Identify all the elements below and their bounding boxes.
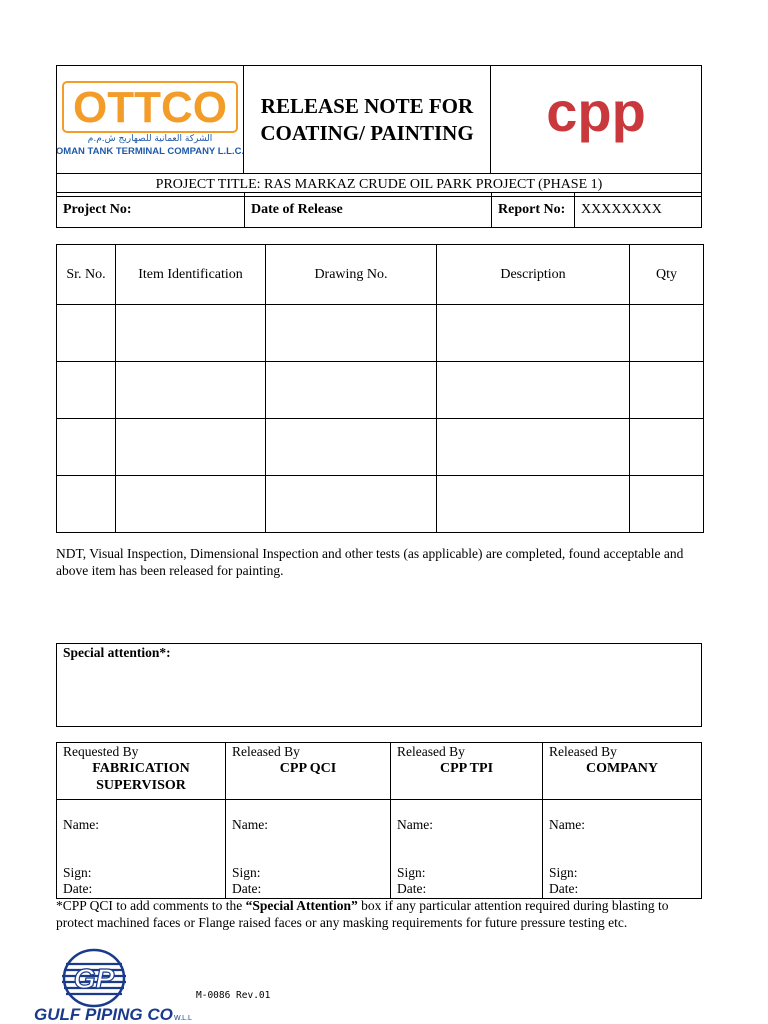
signature-block-cpp-tpi xyxy=(391,743,543,800)
col-qty: Qty xyxy=(630,245,704,305)
cell-description[interactable] xyxy=(437,362,630,419)
project-no-label: Project No: xyxy=(57,193,245,228)
ottco-logo xyxy=(57,66,243,168)
date-label: Date: xyxy=(232,881,262,896)
special-attention-box[interactable] xyxy=(56,643,702,727)
cell-description[interactable] xyxy=(437,419,630,476)
cell-qty[interactable] xyxy=(630,419,704,476)
name-label: Name: xyxy=(232,817,268,832)
cell-item-identification[interactable] xyxy=(116,476,266,533)
cell-item-identification[interactable] xyxy=(116,362,266,419)
gulf-piping-logo xyxy=(32,948,202,1024)
signature-heading: Requested By xyxy=(63,744,139,759)
cell-drawing-no[interactable] xyxy=(266,419,437,476)
date-label: Date: xyxy=(63,881,93,896)
ottco-logo-cell xyxy=(57,66,244,174)
signature-role: COMPANY xyxy=(585,761,659,776)
signature-block-company xyxy=(543,743,702,800)
signature-table xyxy=(56,742,702,899)
sign-label: Sign: xyxy=(63,865,92,880)
date-label: Date: xyxy=(397,881,427,896)
cpp-logo xyxy=(526,87,666,147)
header-table xyxy=(56,65,702,197)
signature-heading: Released By xyxy=(549,744,617,759)
project-title: PROJECT TITLE: RAS MARKAZ CRUDE OIL PARK PROJECT (PHASE 1) xyxy=(57,174,702,197)
cell-sr-no[interactable] xyxy=(57,419,116,476)
project-meta-row xyxy=(56,192,702,228)
signature-block-cpp-qci xyxy=(226,743,391,800)
sign-label: Sign: xyxy=(549,865,578,880)
signature-role: FABRICATION SUPERVISOR xyxy=(92,761,190,793)
name-label: Name: xyxy=(549,817,585,832)
cell-description[interactable] xyxy=(437,305,630,362)
items-table xyxy=(56,244,704,533)
svg-text:cpp: cpp xyxy=(546,87,646,143)
cell-sr-no[interactable] xyxy=(57,305,116,362)
ottco-english-text: OMAN TANK TERMINAL COMPANY L.L.C. xyxy=(57,146,243,157)
gulf-piping-logo-suffix: W.L.L xyxy=(174,1015,192,1022)
ottco-wordmark: OTTCO xyxy=(73,83,227,132)
signature-fields-company[interactable] xyxy=(543,800,702,899)
table-row xyxy=(57,362,704,419)
cell-qty[interactable] xyxy=(630,362,704,419)
signature-heading: Released By xyxy=(397,744,465,759)
cell-qty[interactable] xyxy=(630,476,704,533)
svg-text:GP: GP xyxy=(73,963,115,994)
special-attention-label: Special attention*: xyxy=(63,645,171,660)
col-item-identification: Item Identification xyxy=(116,245,266,305)
sign-label: Sign: xyxy=(397,865,426,880)
table-row xyxy=(57,476,704,533)
signature-role: CPP TPI xyxy=(439,761,494,776)
col-description: Description xyxy=(437,245,630,305)
signature-fields-fabrication[interactable] xyxy=(57,800,226,899)
gulf-piping-logo-text: GULF PIPING CO xyxy=(34,1005,173,1024)
cell-sr-no[interactable] xyxy=(57,362,116,419)
signature-heading: Released By xyxy=(232,744,300,759)
cell-drawing-no[interactable] xyxy=(266,362,437,419)
table-row xyxy=(57,305,704,362)
footnote-emphasis: “Special Attention” xyxy=(245,898,358,913)
cpp-logo-cell xyxy=(491,66,702,174)
cell-item-identification[interactable] xyxy=(116,305,266,362)
signature-fields-row xyxy=(57,800,702,899)
date-label: Date: xyxy=(549,881,579,896)
date-of-release-label: Date of Release xyxy=(245,193,492,228)
cell-qty[interactable] xyxy=(630,305,704,362)
cell-drawing-no[interactable] xyxy=(266,476,437,533)
document-title: RELEASE NOTE FOR COATING/ PAINTING xyxy=(244,66,491,174)
cell-description[interactable] xyxy=(437,476,630,533)
document-reference: M-0086 Rev.01 xyxy=(196,990,271,1001)
signature-role: CPP QCI xyxy=(279,761,337,776)
ottco-arabic-text: الشركة العمانية للصهاريج ش.م.م xyxy=(87,134,213,144)
signature-fields-cpp-qci[interactable] xyxy=(226,800,391,899)
footnote-text-start: *CPP QCI to add comments to the xyxy=(56,898,246,913)
cell-sr-no[interactable] xyxy=(57,476,116,533)
signature-role-row xyxy=(57,743,702,800)
footnote xyxy=(56,897,706,931)
name-label: Name: xyxy=(397,817,433,832)
signature-fields-cpp-tpi[interactable] xyxy=(391,800,543,899)
report-no-label: Report No: xyxy=(492,193,575,228)
table-row xyxy=(57,419,704,476)
items-table-header xyxy=(57,245,704,305)
name-label: Name: xyxy=(63,817,99,832)
col-sr-no: Sr. No. xyxy=(57,245,116,305)
col-drawing-no: Drawing No. xyxy=(266,245,437,305)
report-no-value: XXXXXXXX xyxy=(575,193,702,228)
sign-label: Sign: xyxy=(232,865,261,880)
signature-block-fabrication xyxy=(57,743,226,800)
release-statement: NDT, Visual Inspection, Dimensional Inspection and other tests (as applicable) are completed, found acceptable and above item has been released for painting. xyxy=(56,546,684,578)
cell-item-identification[interactable] xyxy=(116,419,266,476)
footnote-text-end: box if any particular attention required during blasting to protect machined faces or Flange raised faces or any masking requirements for future pressure testing etc. xyxy=(56,898,669,930)
cell-drawing-no[interactable] xyxy=(266,305,437,362)
